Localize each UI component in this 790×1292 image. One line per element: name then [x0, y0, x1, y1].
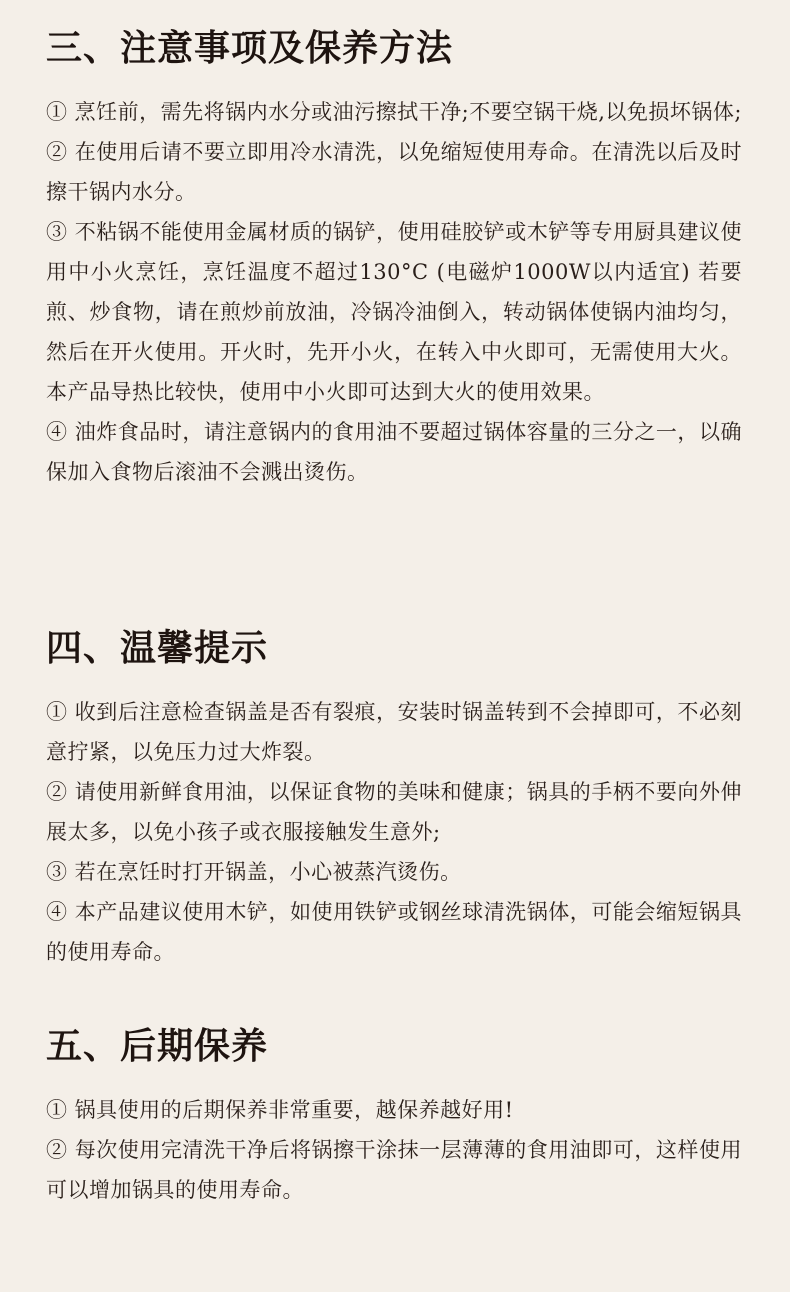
- item-list: [46, 692, 742, 972]
- list-item: ③ 不粘锅不能使用金属材质的锅铲，使用硅胶铲或木铲等专用厨具建议使用中小火烹饪，烹饪温度不超过130°C (电磁炉1000W以内适宜) 若要煎、炒食物，请在煎炒前放油，冷锅冷油倒入，转动锅体使锅内油均匀，然后在开火使用。开火时，先开小火，在转入中火即可，无需使用大火。本产品导热比较快，使用中小火即可达到大火的使用效果。: [46, 220, 742, 404]
- list-item: ① 锅具使用的后期保养非常重要，越保养越好用!: [46, 1098, 514, 1122]
- list-item: ① 收到后注意检查锅盖是否有裂痕，安装时锅盖转到不会掉即可，不必刻意拧紧，以免压力过大炸裂。: [46, 700, 742, 764]
- section-title: 五、后期保养: [46, 1025, 269, 1067]
- list-item: ② 在使用后请不要立即用冷水清洗，以免缩短使用寿命。在清洗以后及时擦干锅内水分。: [46, 140, 742, 204]
- section-title: 四、温馨提示: [46, 627, 269, 669]
- list-item: ④ 油炸食品时，请注意锅内的食用油不要超过锅体容量的三分之一，以确保加入食物后滚油不会溅出烫伤。: [46, 420, 742, 484]
- list-item: ① 烹饪前，需先将锅内水分或油污擦拭干净;不要空锅干烧,以免损坏锅体;: [46, 100, 742, 124]
- item-list: [46, 92, 742, 492]
- list-item: ③ 若在烹饪时打开锅盖，小心被蒸汽烫伤。: [46, 860, 462, 884]
- section-title: 三、注意事项及保养方法: [46, 27, 454, 69]
- section-tips: [46, 626, 742, 972]
- list-item: ④ 本产品建议使用木铲，如使用铁铲或钢丝球清洗锅体，可能会缩短锅具的使用寿命。: [46, 900, 742, 964]
- item-list: [46, 1090, 742, 1210]
- section-precautions: [46, 26, 742, 492]
- section-maintenance: [46, 1024, 742, 1210]
- list-item: ② 每次使用完清洗干净后将锅擦干涂抹一层薄薄的食用油即可，这样使用可以增加锅具的使用寿命。: [46, 1138, 742, 1202]
- list-item: ② 请使用新鲜食用油，以保证食物的美味和健康；锅具的手柄不要向外伸展太多，以免小孩子或衣服接触发生意外;: [46, 780, 742, 844]
